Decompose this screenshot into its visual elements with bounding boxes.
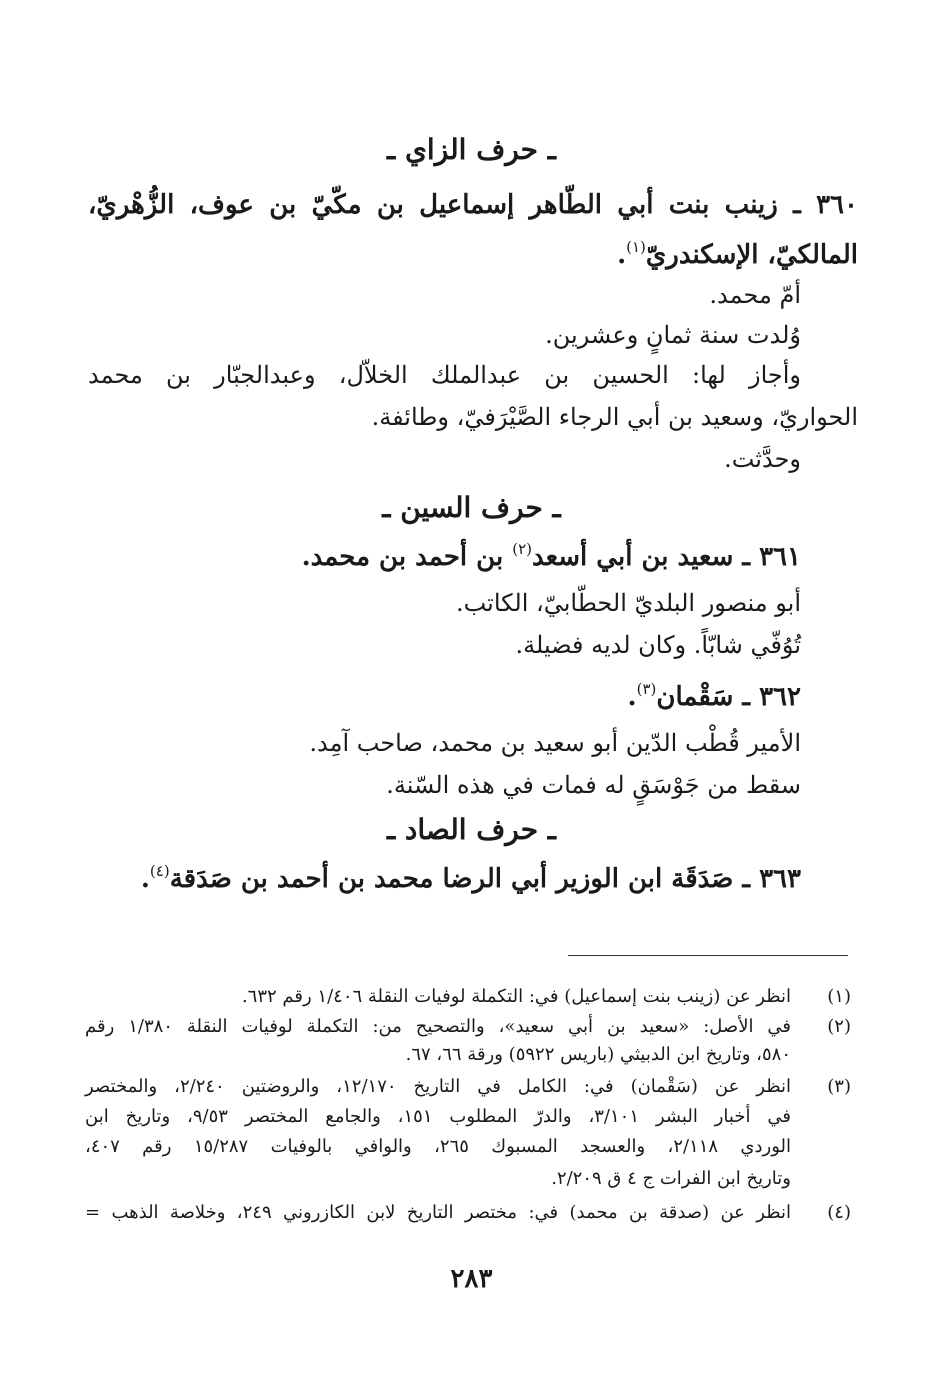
entry-362-title-a: ٣٦٢ ـ سَقْمان bbox=[656, 682, 801, 712]
footnote-2-line1: في الأصل: «سعيد بن أبي سعيد»، والتصحيح من: التكملة لوفيات النقلة ١/٣٨٠ رقم bbox=[85, 1016, 791, 1037]
entry-362-desc: الأمير قُطْب الدّين أبو سعيد بن محمد، صاحب آمِد. bbox=[309, 729, 801, 757]
entry-360-birth: وُلدت سنة ثمانٍ وعشرين. bbox=[545, 321, 801, 349]
footnote-4-line1: انظر عن (صدقة بن محمد) في: مختصر التاريخ لابن الكازروني ٢٤٩، وخلاصة الذهب = bbox=[85, 1202, 791, 1223]
entry-363-title-a: ٣٦٣ ـ صَدَقَة ابن الوزير أبي الرضا محمد بن أحمد بن صَدَقة bbox=[169, 864, 801, 894]
entry-360-narrated: وحدَّثت. bbox=[724, 445, 801, 473]
entry-361-death: تُوُفّي شابّاً. وكان لديه فضيلة. bbox=[515, 631, 801, 659]
page-number: ٢٨٣ bbox=[450, 1264, 493, 1294]
section-heading-sad: ـ حرف الصاد ـ bbox=[386, 813, 557, 846]
footnote-3-line4: وتاريخ ابن الفرات ج ٤ ق ٢/٢٠٩. bbox=[551, 1168, 791, 1189]
section-heading-sin: ـ حرف السين ـ bbox=[382, 491, 561, 524]
footnote-4-number: (٤) bbox=[827, 1202, 851, 1223]
entry-362-death: سقط من جَوْسَقٍ له فمات في هذه السّنة. bbox=[386, 771, 801, 799]
footnote-2-number: (٢) bbox=[827, 1016, 851, 1037]
footnote-3-number: (٣) bbox=[827, 1076, 851, 1097]
footnote-ref-3: (٣) bbox=[636, 680, 657, 698]
entry-360-kunya: أمّ محمد. bbox=[709, 281, 801, 309]
footnote-3-line1: انظر عن (سَقْمان) في: الكامل في التاريخ ١٢/١٧٠، والروضتين ٢/٢٤٠، والمختصر bbox=[85, 1076, 791, 1097]
footnote-3-line3: الوردي ٢/١١٨، والعسجد المسبوك ٢٦٥، والوافي بالوفيات ١٥/٢٨٧ رقم ٤٠٧، bbox=[85, 1136, 791, 1157]
footnote-ref-2: (٢) bbox=[512, 540, 533, 558]
entry-360-title-text: المالكيّ، الإسكندريّ bbox=[645, 240, 858, 270]
entry-360-ijaza-line2: الحواريّ، وسعيد بن أبي الرجاء الصَّيْرَفيّ، وطائفة. bbox=[371, 403, 858, 431]
entry-363-title-b: . bbox=[140, 864, 150, 894]
entry-361-title-b: بن أحمد بن محمد. bbox=[301, 542, 513, 572]
footnote-1-line1: انظر عن (زينب بنت إسماعيل) في: التكملة لوفيات النقلة ١/٤٠٦ رقم ٦٣٢. bbox=[241, 986, 791, 1007]
entry-360-title-line2 bbox=[617, 238, 858, 272]
footnote-3-line2: في أخبار البشر ٣/١٠١، والدرّ المطلوب ١٥١، والجامع المختصر ٩/٥٣، وتاريخ ابن bbox=[85, 1106, 791, 1127]
entry-360-title-line1: ٣٦٠ ـ زينب بنت أبي الطّاهر إسماعيل بن مكّيّ بن عوف، الزُّهْريّ، bbox=[88, 190, 858, 220]
footnote-2-line2: ٥٨٠، وتاريخ ابن الدبيثي (باريس ٥٩٢٢) ورقة ٦٦، ٦٧. bbox=[405, 1044, 791, 1065]
entry-360-ijaza-line1: وأجاز لها: الحسين بن عبدالملك الخلاّل، وعبدالجبّار بن محمد bbox=[88, 361, 801, 389]
footnote-separator bbox=[568, 955, 848, 956]
entry-361-title bbox=[302, 540, 801, 574]
footnote-ref-1: (١) bbox=[626, 238, 646, 256]
entry-362-title-b: . bbox=[627, 682, 637, 712]
section-heading-zay: ـ حرف الزاي ـ bbox=[387, 133, 556, 166]
entry-362-title bbox=[628, 680, 801, 714]
footnote-ref-4: (٤) bbox=[149, 862, 170, 880]
footnote-1-number: (١) bbox=[827, 986, 851, 1007]
entry-360-title-end: . bbox=[617, 240, 627, 270]
entry-361-title-a: ٣٦١ ـ سعيد بن أبي أسعد bbox=[532, 542, 801, 572]
entry-363-title bbox=[141, 862, 801, 896]
entry-361-kunya: أبو منصور البلديّ الحطّابيّ، الكاتب. bbox=[455, 589, 801, 617]
